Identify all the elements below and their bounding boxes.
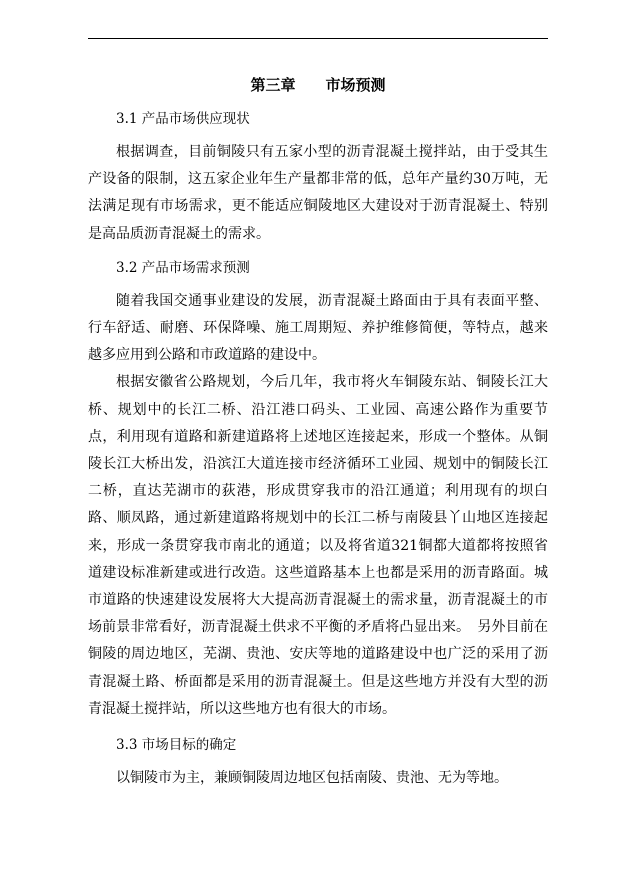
header-rule	[88, 38, 548, 39]
document-page	[88, 70, 548, 792]
section-3-3	[88, 731, 548, 792]
section-heading: 3.1 产品市场供应现状	[116, 111, 250, 127]
paragraph: 以铜陵市为主，兼顾铜陵周边地区包括南陵、贵池、无为等地。	[116, 770, 508, 787]
chapter-title: 第三章 市场预测	[250, 76, 386, 94]
paragraph: 根据调查，目前铜陵只有五家小型的沥青混凝土搅拌站，由于受其生产设备的限制，这五家企业年生产量都非常的低，总年产量约30万吨，无法满足现有市场需求，更不能适应铜陵地区大建设对于沥青混凝土、特别是高品质沥青混凝土的需求。	[88, 144, 548, 242]
section-heading: 3.3 市场目标的确定	[116, 737, 237, 754]
section-heading: 3.2 产品市场需求预测	[116, 259, 250, 276]
paragraph: 随着我国交通事业建设的发展，沥青混凝土路面由于具有表面平整、行车舒适、耐磨、环保降噪、施工周期短、养护维修简便，等特点，越来越多应用到公路和市政道路的建设中。	[88, 292, 548, 364]
section-3-2	[88, 254, 548, 723]
section-3-1	[88, 105, 548, 248]
paragraph: 根据安徽省公路规划，今后几年，我市将火车铜陵东站、铜陵长江大桥、规划中的长江二桥、沿江港口码头、工业园、高速公路作为重要节点，利用现有道路和新建道路将上述地区连接起来，形成一个整体。从铜陵长江大桥出发，沿滨江大道连接市经济循环工业园、规划中的铜陵长江二桥，直达芜湖市的荻港，形成贯穿我市的沿江通道；利用现有的坝白路、顺凤路，通过新建道路将规划中的长江二桥与南陵县丫山地区连接起来，形成一条贯穿我市南北的通道；以及将省道321铜都大道都将按照省道建设标准新建或进行改造。这些道路基本上也都是采用的沥青路面。城市道路的快速建设发展将大大提高沥青混凝土的需求量，沥青混凝土的市场前景非常看好，沥青混凝土供求不平衡的矛盾将凸显出来。 另外目前在铜陵的周边地区，芜湖、贵池、安庆等地的道路建设中也广泛的采用了沥青混凝土路、桥面都是采用的沥青混凝土。但是这些地方并没有大型的沥青混凝土搅拌站，所以这些地方也有很大的市场。	[88, 374, 548, 717]
